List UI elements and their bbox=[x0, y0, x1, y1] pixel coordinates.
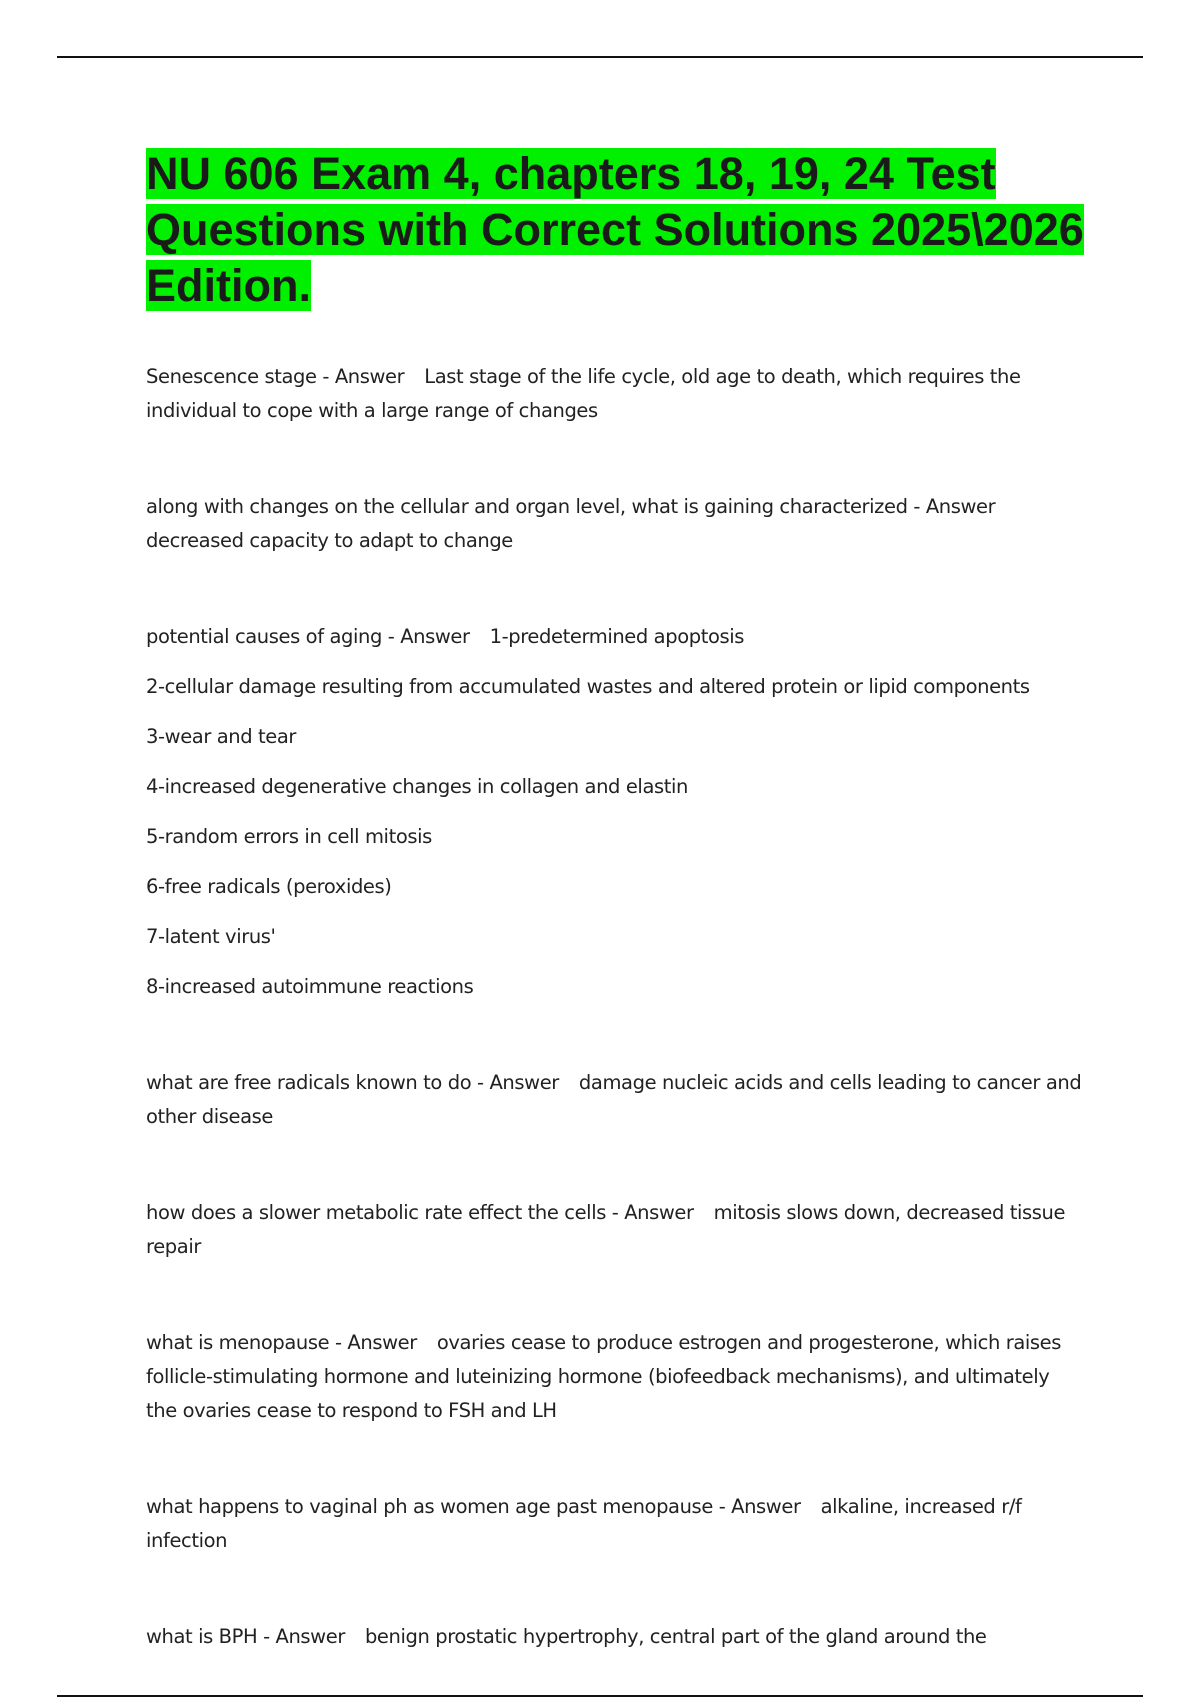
qa-entry bbox=[146, 1066, 1086, 1134]
question-text: what is menopause - Answer bbox=[146, 1331, 417, 1354]
footer-rule bbox=[57, 1695, 1143, 1697]
answer-text: ovaries cease to produce estrogen and progesterone, which raises follicle-stimulating hormone and luteinizing hormone (biofeedback mechanisms), and ultimately the ovaries cease to respond to FSH and LH bbox=[146, 1331, 1062, 1422]
document-body bbox=[146, 146, 1086, 1654]
document-title bbox=[146, 146, 1086, 314]
qa-entry bbox=[146, 1620, 1086, 1654]
question-text: what happens to vaginal ph as women age past menopause - Answer bbox=[146, 1495, 801, 1518]
answer-text: damage nucleic acids and cells leading to cancer and other disease bbox=[146, 1071, 1082, 1128]
answer-list-item: 2-cellular damage resulting from accumulated wastes and altered protein or lipid components bbox=[146, 675, 1030, 698]
answer-text: mitosis slows down, decreased tissue repair bbox=[146, 1201, 1066, 1258]
qa-entry bbox=[146, 490, 1086, 558]
answer-list-item: 7-latent virus' bbox=[146, 925, 276, 948]
qa-entry bbox=[146, 1196, 1086, 1264]
qa-entry bbox=[146, 360, 1086, 428]
answer-list-item: 5-random errors in cell mitosis bbox=[146, 825, 432, 848]
question-text: how does a slower metabolic rate effect the cells - Answer bbox=[146, 1201, 694, 1224]
qa-entry bbox=[146, 1490, 1086, 1558]
answer-text: Last stage of the life cycle, old age to death, which requires the individual to cope with a large range of changes bbox=[146, 365, 1021, 422]
answer-list-item: 8-increased autoimmune reactions bbox=[146, 975, 474, 998]
question-text: what are free radicals known to do - Answer bbox=[146, 1071, 559, 1094]
header-rule bbox=[57, 56, 1143, 58]
qa-entry bbox=[146, 620, 1086, 1004]
answer-text: 1-predetermined apoptosis bbox=[489, 625, 745, 648]
answer-list-item: 3-wear and tear bbox=[146, 725, 297, 748]
qa-entry bbox=[146, 1326, 1086, 1428]
question-text: what is BPH - Answer bbox=[146, 1625, 345, 1648]
question-text: along with changes on the cellular and organ level, what is gaining characterized - Answer bbox=[146, 495, 996, 518]
qa-line bbox=[146, 620, 1086, 654]
question-text: Senescence stage - Answer bbox=[146, 365, 405, 388]
answer-list-item: 6-free radicals (peroxides) bbox=[146, 875, 392, 898]
answer-text: benign prostatic hypertrophy, central part of the gland around the bbox=[364, 1625, 987, 1648]
title-highlight: NU 606 Exam 4, chapters 18, 19, 24 Test Questions with Correct Solutions 2025\2026 Edition. bbox=[146, 148, 1084, 311]
answer-list-item: 4-increased degenerative changes in collagen and elastin bbox=[146, 775, 688, 798]
answer-text: decreased capacity to adapt to change bbox=[146, 529, 513, 552]
answer-text: alkaline, increased r/f infection bbox=[146, 1495, 1022, 1552]
question-text: potential causes of aging - Answer bbox=[146, 625, 470, 648]
